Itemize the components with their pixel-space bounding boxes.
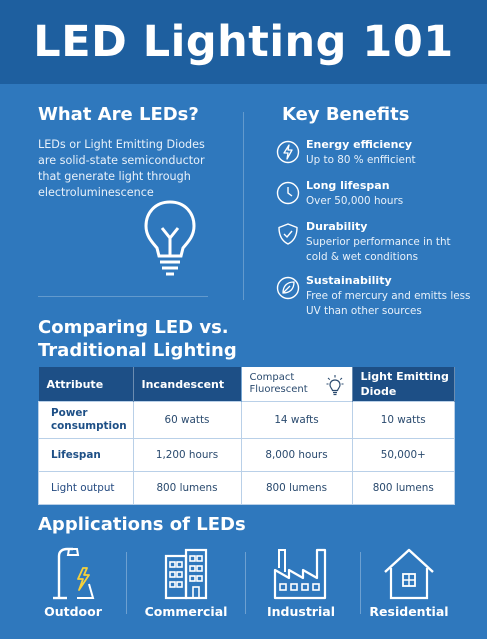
benefit-title: Energy efficiency [306,138,413,151]
table-cell: 1,200 hours [133,439,241,472]
applications-title: Applications of LEDs [38,514,246,535]
table-cell: Lifespan [39,439,134,472]
streetlight-icon [45,546,101,600]
header-banner [0,0,487,84]
table-cell: 800 lumens [352,472,455,505]
table-row [39,402,455,439]
application-residential [354,546,464,619]
application-label: Industrial [267,604,335,619]
table-cell: 60 watts [133,402,241,439]
application-label: Commercial [144,604,228,619]
benefit-desc: Free of mercury and emitts less UV than other sources [306,290,471,317]
what-line-1: LEDs or Light Emitting Diodes [38,138,205,151]
section-divider-vertical [243,112,244,300]
office-building-icon [158,546,214,600]
comparison-table [38,367,455,505]
application-label: Residential [369,604,449,619]
table-cell: 800 lumens [241,472,352,505]
benefit-title: Sustainability [306,274,392,287]
application-commercial [131,546,241,619]
what-are-leds-title: What Are LEDs? [38,104,199,125]
what-are-leds-section [38,104,238,201]
section-divider-horizontal [38,296,208,297]
clock-icon [276,181,300,205]
table-cell: 14 wafts [241,402,352,439]
page-title: LED Lighting 101 [33,17,454,67]
comparison-title [38,316,237,362]
application-industrial [246,546,356,619]
benefit-title: Durability [306,220,368,233]
table-row [39,439,455,472]
table-cell: Light output [39,472,134,505]
factory-icon [271,546,331,600]
benefit-title: Long lifespan [306,179,390,192]
what-line-2: are solid-state semiconductor [38,154,205,167]
table-row [39,472,455,505]
lightning-icon [276,140,300,164]
key-benefits-section [282,104,472,317]
benefit-desc: Superior performance in tht cold & wet conditions [306,236,451,263]
leaf-icon [276,276,300,300]
table-cell: 800 lumens [133,472,241,505]
comparison-title-line-1: Comparing LED vs. [38,317,229,338]
house-icon [381,546,437,600]
table-cell: 8,000 hours [241,439,352,472]
column-header: Attribute [39,367,134,402]
table-header-row [39,367,455,402]
column-header: Incandescent [133,367,241,402]
key-benefits-title: Key Benefits [282,104,410,125]
benefit-desc: Up to 80 % enfficient [306,154,416,166]
bulb-glow-icon [326,374,344,396]
shield-icon [276,222,300,246]
what-are-leds-text [38,137,238,201]
table-cell: Power consumption [39,402,134,439]
what-line-3: that generate light through [38,170,191,183]
column-header [241,367,352,402]
application-label: Outdoor [44,604,102,619]
benefit-desc: Over 50,000 hours [306,195,404,207]
compact-fluorescent-label: Compact Fluorescent [249,372,308,395]
what-line-4: electroluminescence [38,186,154,199]
application-outdoor [18,546,128,619]
light-bulb-icon [140,198,200,280]
table-cell: 10 watts [352,402,455,439]
column-header: Light Emitting Diode [352,367,455,402]
application-divider [126,552,127,614]
table-cell: 50,000+ [352,439,455,472]
comparison-title-line-2: Traditional Lighting [38,340,237,361]
